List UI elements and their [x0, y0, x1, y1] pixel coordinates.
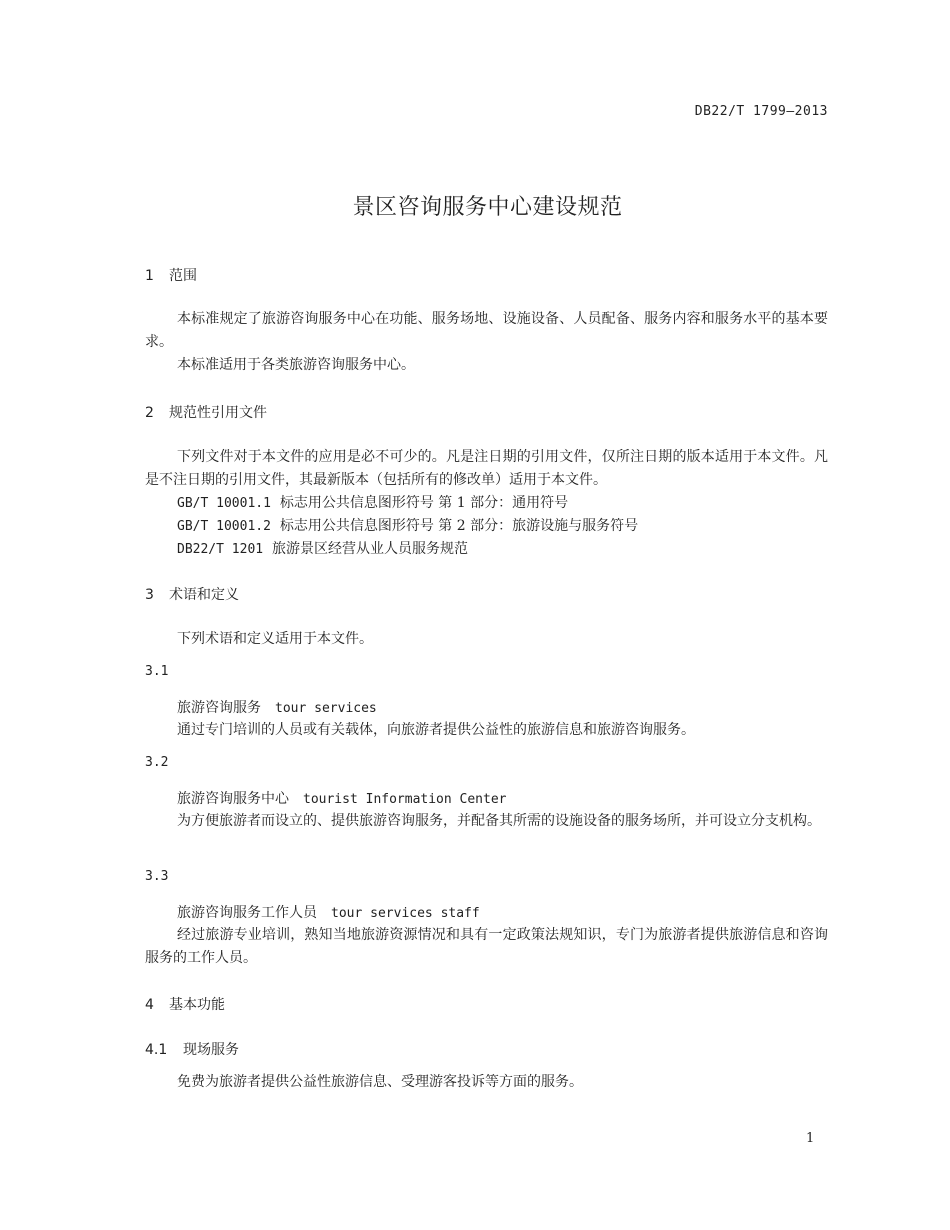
reference-item [177, 492, 568, 512]
term-heading [177, 697, 377, 717]
reference-item [177, 538, 468, 558]
term-en: tourist Information Center [303, 792, 507, 807]
document-title: 景区咨询服务中心建设规范 [352, 195, 623, 220]
section-title: 规范性引用文件 [169, 405, 267, 421]
section-title: 术语和定义 [169, 587, 239, 603]
section-title: 范围 [169, 268, 197, 284]
term-definition: 经过旅游专业培训，熟知当地旅游资源情况和具有一定政策法规知识，专门为旅游者提供旅游信息和咨询服务的工作人员。 [145, 927, 828, 966]
section-number: 3 [145, 587, 154, 603]
subsection-title: 现场服务 [183, 1042, 239, 1058]
scope-paragraph-2: 本标准适用于各类旅游咨询服务中心。 [177, 357, 415, 373]
section-number: 1 [145, 268, 154, 284]
term-definition: 为方便旅游者而设立的、提供旅游咨询服务，并配备其所需的设施设备的服务场所，并可设立分支机构。 [177, 813, 821, 829]
terms-intro: 下列术语和定义适用于本文件。 [177, 631, 373, 647]
section-heading-normative-references [145, 402, 267, 422]
page-number: 1 [806, 1131, 815, 1146]
section-title: 基本功能 [169, 997, 225, 1013]
reference-code: GB/T 10001.1 [177, 496, 271, 511]
term-heading [177, 788, 507, 808]
subsection-heading-onsite-service [145, 1039, 239, 1059]
term-number: 3.1 [145, 664, 169, 679]
term-heading [177, 902, 480, 922]
onsite-service-paragraph: 免费为旅游者提供公益性旅游信息、受理游客投诉等方面的服务。 [177, 1074, 583, 1090]
references-paragraph: 下列文件对于本文件的应用是必不可少的。凡是注日期的引用文件，仅所注日期的版本适用于本文件。凡是不注日期的引用文件，其最新版本（包括所有的修改单）适用于本文件。 [145, 449, 828, 488]
term-number: 3.3 [145, 869, 169, 884]
term-zh: 旅游咨询服务 [177, 700, 261, 716]
reference-code: DB22/T 1201 [177, 542, 264, 557]
reference-code: GB/T 10001.2 [177, 519, 271, 534]
standard-code: DB22/T 1799—2013 [694, 104, 828, 119]
term-zh: 旅游咨询服务工作人员 [177, 905, 317, 921]
section-heading-basic-functions [145, 994, 225, 1014]
reference-title: 旅游景区经营从业人员服务规范 [272, 541, 468, 557]
scope-paragraph-1: 本标准规定了旅游咨询服务中心在功能、服务场地、设施设备、人员配备、服务内容和服务水平的基本要求。 [145, 311, 828, 350]
term-zh: 旅游咨询服务中心 [177, 791, 289, 807]
reference-item [177, 515, 638, 535]
term-number: 3.2 [145, 755, 169, 770]
subsection-number: 4.1 [145, 1042, 168, 1058]
term-en: tour services [275, 701, 377, 716]
section-heading-scope [145, 265, 197, 285]
reference-title: 标志用公共信息图形符号 第 1 部分：通用符号 [279, 495, 569, 511]
section-heading-terms [145, 584, 239, 604]
term-definition: 通过专门培训的人员或有关载体，向旅游者提供公益性的旅游信息和旅游咨询服务。 [177, 722, 695, 738]
term-en: tour services staff [331, 906, 480, 921]
section-number: 2 [145, 405, 154, 421]
section-number: 4 [145, 997, 154, 1013]
reference-title: 标志用公共信息图形符号 第 2 部分：旅游设施与服务符号 [279, 518, 639, 534]
